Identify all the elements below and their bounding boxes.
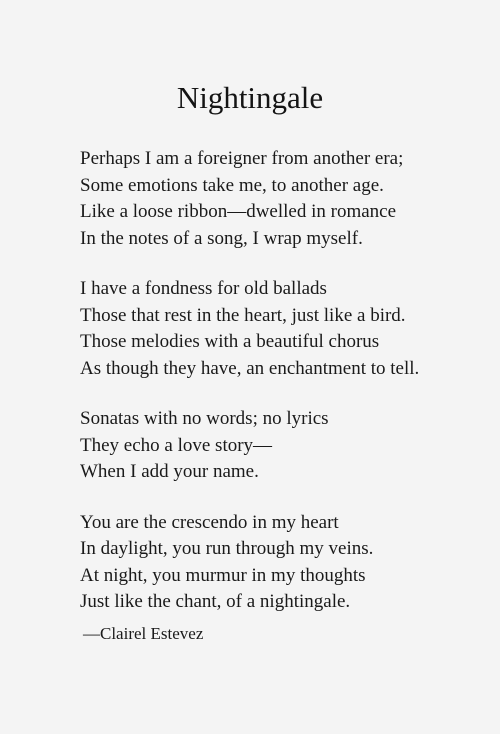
poem-line: You are the crescendo in my heart	[80, 511, 339, 533]
poem-line: Sonatas with no words; no lyrics	[80, 408, 329, 429]
poem-line: Like a loose ribbon—dwelled in romance	[80, 201, 397, 222]
poem-line: Those that rest in the heart, just like a bird.	[80, 304, 406, 326]
poem-line: In the notes of a song, I wrap myself.	[80, 227, 363, 249]
poem-line: At night, you murmur in my thoughts	[80, 564, 366, 586]
poem-title: Nightingale	[176, 80, 324, 115]
poem-line: Those melodies with a beautiful chorus	[80, 331, 380, 352]
poem-line: Just like the chant, of a nightingale.	[80, 591, 351, 612]
poem-line: They echo a love story—	[80, 434, 273, 456]
stanza-1	[80, 146, 480, 252]
stanza-4	[80, 510, 480, 616]
poem-line: Perhaps I am a foreigner from another era;	[80, 148, 404, 169]
poem-line: In daylight, you run through my veins.	[80, 538, 374, 559]
poem-attribution: —Clairel Estevez	[83, 624, 204, 643]
stanza-3	[80, 406, 480, 486]
poem-line: As though they have, an enchantment to tell.	[80, 357, 420, 379]
stanza-2	[80, 276, 480, 382]
poem-body	[80, 146, 480, 640]
poem-line: I have a fondness for old ballads	[80, 278, 327, 299]
poem-line: When I add your name.	[80, 461, 259, 482]
poem-line: Some emotions take me, to another age.	[80, 174, 384, 196]
